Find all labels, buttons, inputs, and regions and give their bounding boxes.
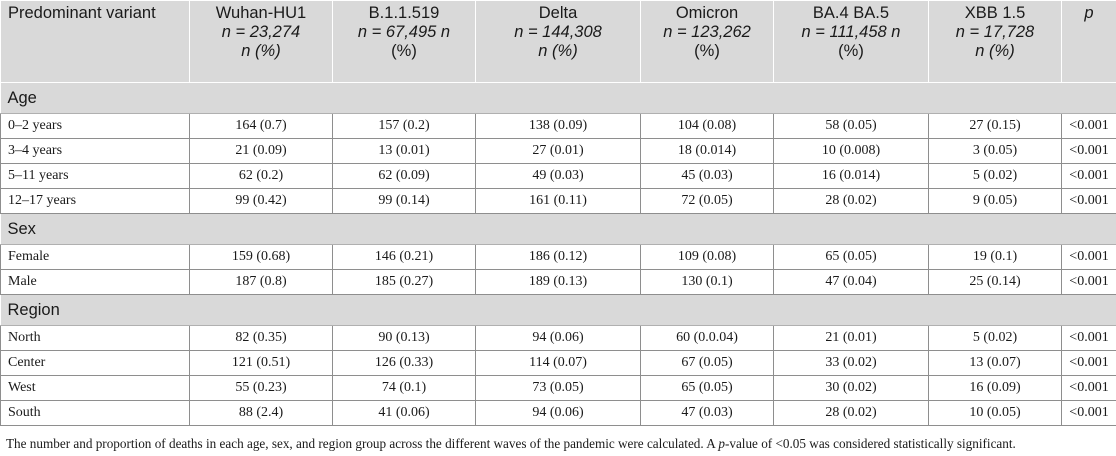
p-value-cell: <0.001 bbox=[1062, 270, 1116, 295]
table-cell: 10 (0.008) bbox=[774, 139, 929, 164]
section-row-region bbox=[1, 295, 1116, 326]
table-cell: 67 (0.05) bbox=[641, 351, 774, 376]
row-label: 0–2 years bbox=[1, 114, 190, 139]
table-cell: 104 (0.08) bbox=[641, 114, 774, 139]
row-label: Center bbox=[1, 351, 190, 376]
table-cell: 138 (0.09) bbox=[476, 114, 641, 139]
table-cell: 13 (0.07) bbox=[929, 351, 1062, 376]
header-ba4-ba5: BA.4 BA.5 n = 111,458 n (%) bbox=[774, 1, 929, 83]
table-cell: 47 (0.04) bbox=[774, 270, 929, 295]
p-value-cell: <0.001 bbox=[1062, 164, 1116, 189]
table-cell: 157 (0.2) bbox=[333, 114, 476, 139]
table-cell: 33 (0.02) bbox=[774, 351, 929, 376]
header-predominant-variant: Predominant variant bbox=[1, 1, 190, 83]
table-cell: 121 (0.51) bbox=[190, 351, 333, 376]
table-cell: 13 (0.01) bbox=[333, 139, 476, 164]
table-cell: 187 (0.8) bbox=[190, 270, 333, 295]
table-cell: 58 (0.05) bbox=[774, 114, 929, 139]
table-cell: 30 (0.02) bbox=[774, 376, 929, 401]
header-p-value: p bbox=[1062, 1, 1116, 83]
table-cell: 16 (0.014) bbox=[774, 164, 929, 189]
table-cell: 21 (0.09) bbox=[190, 139, 333, 164]
table-cell: 126 (0.33) bbox=[333, 351, 476, 376]
p-value-cell: <0.001 bbox=[1062, 114, 1116, 139]
table-row bbox=[1, 189, 1116, 214]
section-title: Region bbox=[1, 295, 1116, 326]
table-cell: 186 (0.12) bbox=[476, 245, 641, 270]
table-cell: 19 (0.1) bbox=[929, 245, 1062, 270]
table-cell: 49 (0.03) bbox=[476, 164, 641, 189]
table-cell: 82 (0.35) bbox=[190, 326, 333, 351]
row-label: 5–11 years bbox=[1, 164, 190, 189]
row-label: West bbox=[1, 376, 190, 401]
p-value-cell: <0.001 bbox=[1062, 376, 1116, 401]
table-row bbox=[1, 245, 1116, 270]
table-cell: 73 (0.05) bbox=[476, 376, 641, 401]
table-row bbox=[1, 326, 1116, 351]
table-cell: 189 (0.13) bbox=[476, 270, 641, 295]
table-cell: 21 (0.01) bbox=[774, 326, 929, 351]
table-cell: 3 (0.05) bbox=[929, 139, 1062, 164]
table-cell: 88 (2.4) bbox=[190, 401, 333, 426]
header-row bbox=[1, 1, 1116, 83]
table-cell: 130 (0.1) bbox=[641, 270, 774, 295]
table-cell: 114 (0.07) bbox=[476, 351, 641, 376]
header-xbb15: XBB 1.5 n = 17,728 n (%) bbox=[929, 1, 1062, 83]
table-cell: 159 (0.68) bbox=[190, 245, 333, 270]
section-row-age bbox=[1, 83, 1116, 114]
table-cell: 28 (0.02) bbox=[774, 189, 929, 214]
header-wuhan-hu1: Wuhan-HU1 n = 23,274 n (%) bbox=[190, 1, 333, 83]
table-row bbox=[1, 351, 1116, 376]
table-row bbox=[1, 139, 1116, 164]
table-row bbox=[1, 376, 1116, 401]
table-cell: 27 (0.01) bbox=[476, 139, 641, 164]
section-title: Sex bbox=[1, 214, 1116, 245]
table-cell: 94 (0.06) bbox=[476, 401, 641, 426]
table-cell: 9 (0.05) bbox=[929, 189, 1062, 214]
table-cell: 47 (0.03) bbox=[641, 401, 774, 426]
row-label: Female bbox=[1, 245, 190, 270]
table-cell: 185 (0.27) bbox=[333, 270, 476, 295]
p-value-cell: <0.001 bbox=[1062, 189, 1116, 214]
row-label: North bbox=[1, 326, 190, 351]
table-cell: 72 (0.05) bbox=[641, 189, 774, 214]
table-cell: 161 (0.11) bbox=[476, 189, 641, 214]
section-title: Age bbox=[1, 83, 1116, 114]
table-cell: 65 (0.05) bbox=[774, 245, 929, 270]
header-b11519: B.1.1.519 n = 67,495 n (%) bbox=[333, 1, 476, 83]
table-cell: 94 (0.06) bbox=[476, 326, 641, 351]
table-cell: 55 (0.23) bbox=[190, 376, 333, 401]
table-footnote: The number and proportion of deaths in each age, sex, and region group across the different waves of the pandemic were calculated. A p-value of <0.05 was considered statistically significant. bbox=[6, 436, 1016, 451]
p-value-cell: <0.001 bbox=[1062, 351, 1116, 376]
table-cell: 62 (0.2) bbox=[190, 164, 333, 189]
table-cell: 74 (0.1) bbox=[333, 376, 476, 401]
table-row bbox=[1, 164, 1116, 189]
table-cell: 109 (0.08) bbox=[641, 245, 774, 270]
table-cell: 27 (0.15) bbox=[929, 114, 1062, 139]
p-value-cell: <0.001 bbox=[1062, 401, 1116, 426]
table-cell: 25 (0.14) bbox=[929, 270, 1062, 295]
table-row bbox=[1, 270, 1116, 295]
table-cell: 60 (0.0.04) bbox=[641, 326, 774, 351]
row-label: Male bbox=[1, 270, 190, 295]
p-value-cell: <0.001 bbox=[1062, 245, 1116, 270]
table-cell: 45 (0.03) bbox=[641, 164, 774, 189]
row-label: 3–4 years bbox=[1, 139, 190, 164]
row-label: South bbox=[1, 401, 190, 426]
table-row bbox=[1, 114, 1116, 139]
table-body bbox=[1, 83, 1116, 426]
table-cell: 16 (0.09) bbox=[929, 376, 1062, 401]
table-cell: 99 (0.42) bbox=[190, 189, 333, 214]
table-cell: 62 (0.09) bbox=[333, 164, 476, 189]
table-cell: 90 (0.13) bbox=[333, 326, 476, 351]
header-omicron: Omicron n = 123,262 (%) bbox=[641, 1, 774, 83]
table-cell: 18 (0.014) bbox=[641, 139, 774, 164]
table-cell: 5 (0.02) bbox=[929, 164, 1062, 189]
table-cell: 5 (0.02) bbox=[929, 326, 1062, 351]
section-row-sex bbox=[1, 214, 1116, 245]
p-value-cell: <0.001 bbox=[1062, 139, 1116, 164]
table-cell: 164 (0.7) bbox=[190, 114, 333, 139]
table-cell: 41 (0.06) bbox=[333, 401, 476, 426]
table-cell: 99 (0.14) bbox=[333, 189, 476, 214]
p-value-cell: <0.001 bbox=[1062, 326, 1116, 351]
table-cell: 10 (0.05) bbox=[929, 401, 1062, 426]
table-cell: 28 (0.02) bbox=[774, 401, 929, 426]
header-delta: Delta n = 144,308 n (%) bbox=[476, 1, 641, 83]
table-cell: 65 (0.05) bbox=[641, 376, 774, 401]
table-cell: 146 (0.21) bbox=[333, 245, 476, 270]
row-label: 12–17 years bbox=[1, 189, 190, 214]
table-row bbox=[1, 401, 1116, 426]
